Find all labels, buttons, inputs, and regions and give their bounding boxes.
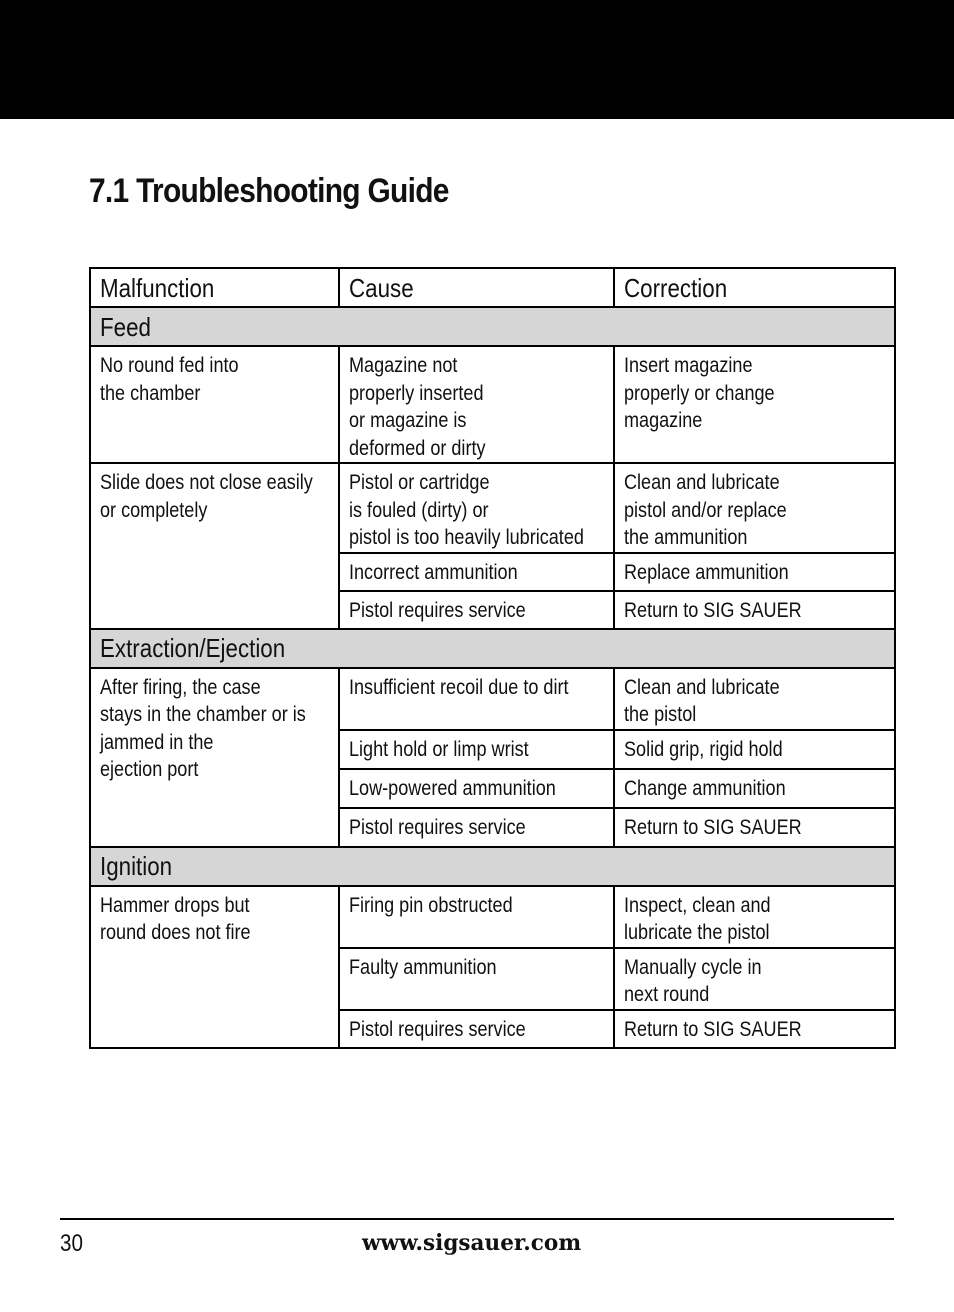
correction-cell: Return to SIG SAUER xyxy=(614,808,895,847)
column-header-correction: Correction xyxy=(614,268,895,307)
correction-cell: Clean and lubricate the pistol xyxy=(614,668,895,730)
website-url: www.sigsauer.com xyxy=(362,1230,582,1256)
cause-cell: Light hold or limp wrist xyxy=(339,730,614,769)
troubleshooting-table xyxy=(89,267,896,1049)
section-row-extraction-ejection xyxy=(90,629,895,668)
table-row xyxy=(90,668,895,730)
section-row-ignition xyxy=(90,847,895,886)
page-title: 7.1 Troubleshooting Guide xyxy=(89,172,449,210)
page-number: 30 xyxy=(60,1230,83,1257)
section-label: Feed xyxy=(90,307,895,346)
cause-cell: Faulty ammunition xyxy=(339,948,614,1010)
cause-cell: Insufficient recoil due to dirt xyxy=(339,668,614,730)
malfunction-cell: After firing, the case stays in the chamber or is jammed in the ejection port xyxy=(90,668,339,847)
malfunction-cell: Slide does not close easily or completely xyxy=(90,463,339,629)
cause-cell: Incorrect ammunition xyxy=(339,553,614,591)
cause-cell: Pistol or cartridge is fouled (dirty) or pistol is too heavily lubricated xyxy=(339,463,614,553)
cause-cell: Low-powered ammunition xyxy=(339,769,614,808)
cause-cell: Pistol requires service xyxy=(339,808,614,847)
section-row-feed xyxy=(90,307,895,346)
section-label: Extraction/Ejection xyxy=(90,629,895,668)
column-header-cause: Cause xyxy=(339,268,614,307)
correction-cell: Manually cycle in next round xyxy=(614,948,895,1010)
correction-cell: Clean and lubricate pistol and/or replace the ammunition xyxy=(614,463,895,553)
cause-cell: Firing pin obstructed xyxy=(339,886,614,948)
correction-cell: Change ammunition xyxy=(614,769,895,808)
correction-cell: Replace ammunition xyxy=(614,553,895,591)
malfunction-cell: Hammer drops but round does not fire xyxy=(90,886,339,1048)
correction-cell: Return to SIG SAUER xyxy=(614,1010,895,1048)
table-row xyxy=(90,886,895,948)
correction-cell: Insert magazine properly or change magazine xyxy=(614,346,895,463)
footer-divider xyxy=(60,1218,894,1220)
correction-cell: Solid grip, rigid hold xyxy=(614,730,895,769)
header-row xyxy=(90,268,895,307)
cause-cell: Pistol requires service xyxy=(339,1010,614,1048)
malfunction-cell: No round fed into the chamber xyxy=(90,346,339,463)
correction-cell: Return to SIG SAUER xyxy=(614,591,895,629)
table-row xyxy=(90,346,895,463)
table-row xyxy=(90,463,895,553)
column-header-malfunction: Malfunction xyxy=(90,268,339,307)
section-label: Ignition xyxy=(90,847,895,886)
header-band xyxy=(0,0,954,119)
correction-cell: Inspect, clean and lubricate the pistol xyxy=(614,886,895,948)
cause-cell: Magazine not properly inserted or magazine is deformed or dirty xyxy=(339,346,614,463)
cause-cell: Pistol requires service xyxy=(339,591,614,629)
